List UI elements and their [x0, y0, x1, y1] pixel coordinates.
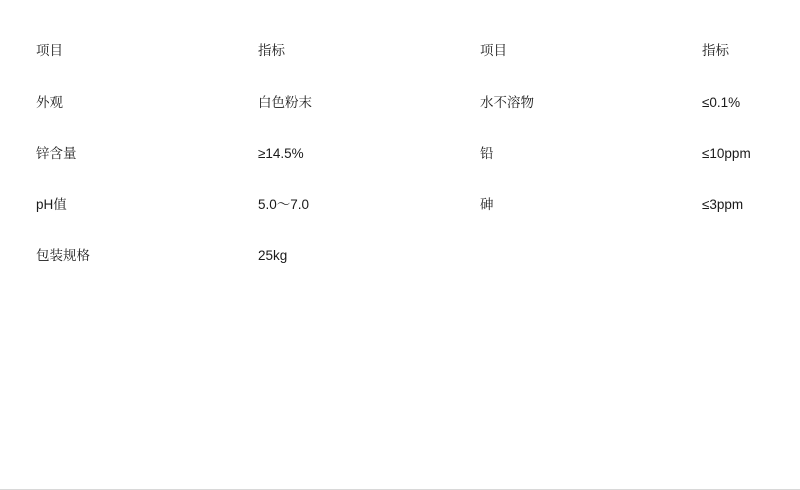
cell-value-appearance: 白色粉末: [258, 95, 312, 110]
cell-item-appearance: 外观: [36, 95, 63, 110]
cell-item-packaging: 包装规格: [36, 248, 90, 263]
cell-value-arsenic: ≤3ppm: [702, 197, 744, 212]
specification-table: [36, 42, 766, 298]
cell-item-zinc-content: 锌含量: [36, 146, 77, 161]
cell-value-packaging: 25kg: [258, 248, 288, 263]
cell-item-arsenic: 砷: [480, 197, 494, 212]
table-row: [36, 145, 766, 196]
cell-item-lead: 铅: [480, 146, 494, 161]
table-header-row: [36, 42, 766, 94]
table-header: [36, 42, 766, 94]
column-header-item-left: 项目: [36, 43, 63, 58]
cell-value-lead: ≤10ppm: [702, 146, 751, 161]
column-header-item-right: 项目: [480, 43, 507, 58]
cell-value-empty: [702, 247, 766, 298]
cell-value-zinc-content: ≥14.5%: [258, 146, 304, 161]
cell-value-ph: 5.0～7.0: [258, 197, 310, 212]
cell-value-water-insoluble: ≤0.1%: [702, 95, 741, 110]
column-header-index-left: 指标: [258, 43, 285, 58]
cell-item-ph: pH值: [36, 197, 67, 212]
column-header-index-right: 指标: [702, 43, 729, 58]
table-row: [36, 196, 766, 247]
table-row: [36, 94, 766, 145]
table-row: [36, 247, 766, 298]
cell-item-water-insoluble: 水不溶物: [480, 95, 534, 110]
table-body: [36, 94, 766, 298]
cell-item-empty: [480, 247, 702, 298]
